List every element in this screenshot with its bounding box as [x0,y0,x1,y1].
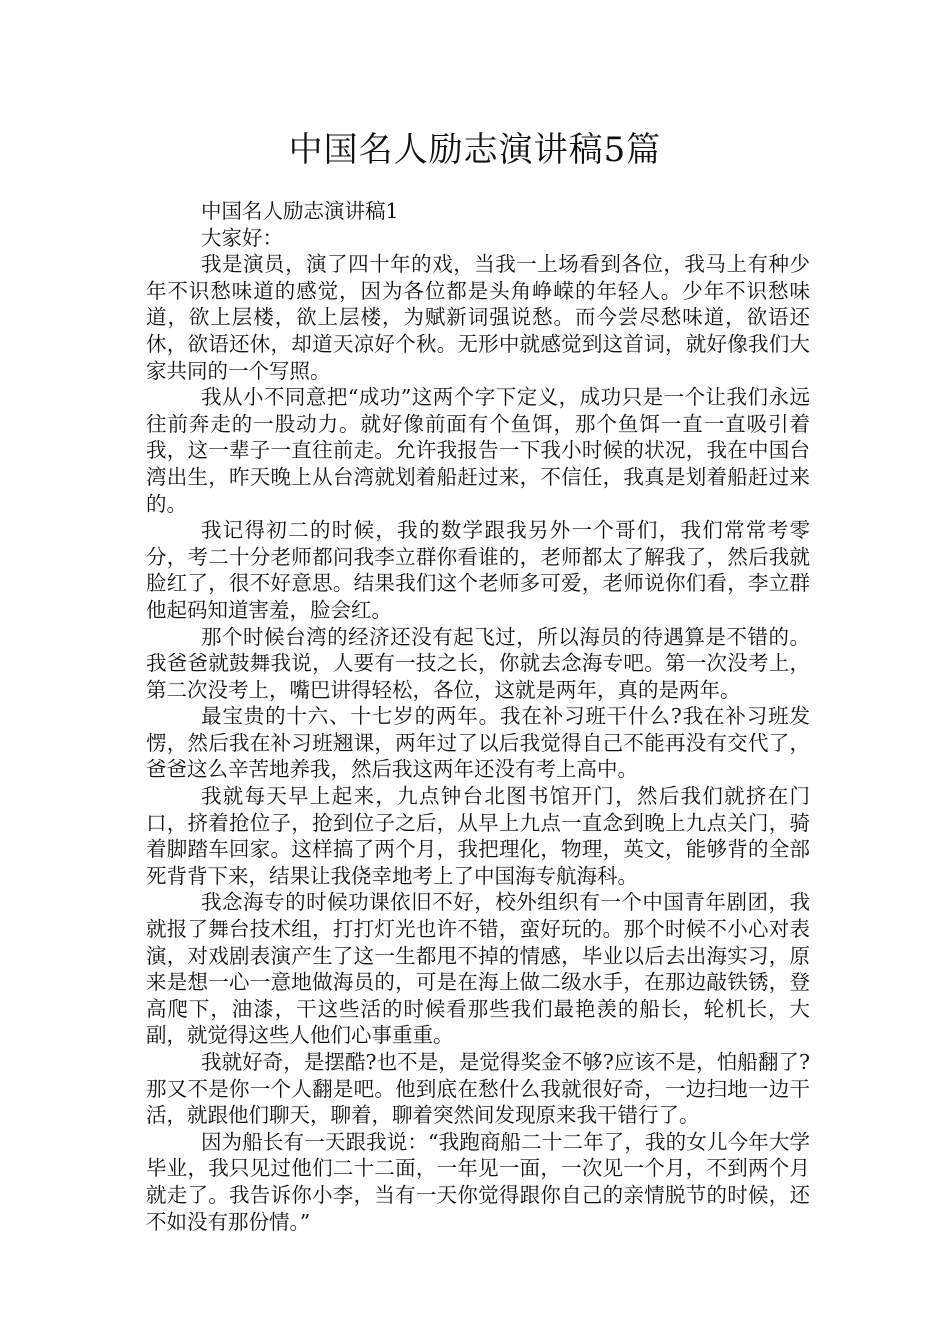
paragraph-7: 我念海专的时候功课依旧不好，校外组织有一个中国青年剧团，我就报了舞台技术组，打打灯光也许不错，蛮好玩的。那个时候不小心对表演，对戏剧表演产生了这一生都甩不掉的情感，毕业以后去出海实习，原来是想一心一意地做海员的，可是在海上做二级水手，在那边敲铁锈，登高爬下，油漆，干这些活的时候看那些我们最艳羡的船长，轮机长，大副，就觉得这些人他们心事重重。 [146,890,810,1048]
paragraph-1: 我是演员，演了四十年的戏，当我一上场看到各位，我马上有种少年不识愁味道的感觉，因为各位都是头角峥嵘的年轻人。少年不识愁味道，欲上层楼，欲上层楼，为赋新词强说愁。而今尝尽愁味道，欲语还休，欲语还休，却道天凉好个秋。无形中就感觉到这首词，就好像我们大家共同的一个写照。 [146,252,810,383]
speech-heading: 中国名人励志演讲稿1 [201,199,399,223]
paragraph-8: 我就好奇，是摆酷?也不是，是觉得奖金不够?应该不是，怕船翻了?那又不是你一个人翻是吧。他到底在愁什么我就很好奇，一边扫地一边干活，就跟他们聊天，聊着，聊着突然间发现原来我干错行了。 [146,1050,810,1128]
paragraph-3: 我记得初二的时候，我的数学跟我另外一个哥们，我们常常考零分，考二十分老师都问我李立群你看谁的，老师都太了解我了，然后我就脸红了，很不好意思。结果我们这个老师多可爱，老师说你们看，李立群他起码知道害羞，脸会红。 [146,518,810,622]
document-body [146,198,810,1235]
paragraph-9: 因为船长有一天跟我说：“我跑商船二十二年了，我的女儿今年大学毕业，我只见过他们二十二面，一年见一面，一次见一个月，不到两个月就走了。我告诉你小李，当有一天你觉得跟你自己的亲情脱节的时候，还不如没有那份情。” [146,1129,810,1234]
paragraph-6: 我就每天早上起来，九点钟台北图书馆开门，然后我们就挤在门口，挤着抢位子，抢到位子之后，从早上九点一直念到晚上九点关门，骑着脚踏车回家。这样搞了两个月，我把理化，物理，英文，能够背的全部死背背下来，结果让我侥幸地考上了中国海专航海科。 [146,784,810,888]
speech-greeting: 大家好： [201,225,283,250]
document-title: 中国名人励志演讲稿5篇 [288,130,662,170]
paragraph-2: 我从小不同意把“成功”这两个字下定义，成功只是一个让我们永远往前奔走的一股动力。就好像前面有个鱼饵，那个鱼饵一直一直吸引着我，这一辈子一直往前走。允许我报告一下我小时候的状况，我在中国台湾出生，昨天晚上从台湾就划着船赶过来，不信任，我真是划着船赶过来的。 [146,385,810,516]
paragraph-5: 最宝贵的十六、十七岁的两年。我在补习班干什么?我在补习班发愣，然后我在补习班翘课，两年过了以后我觉得自己不能再没有交代了，爸爸这么辛苦地养我，然后我这两年还没有考上高中。 [146,704,810,782]
paragraph-4: 那个时候台湾的经济还没有起飞过，所以海员的待遇算是不错的。我爸爸就鼓舞我说，人要有一技之长，你就去念海专吧。第一次没考上，第二次没考上，嘴巴讲得轻松，各位，这就是两年，真的是两年。 [146,624,810,702]
